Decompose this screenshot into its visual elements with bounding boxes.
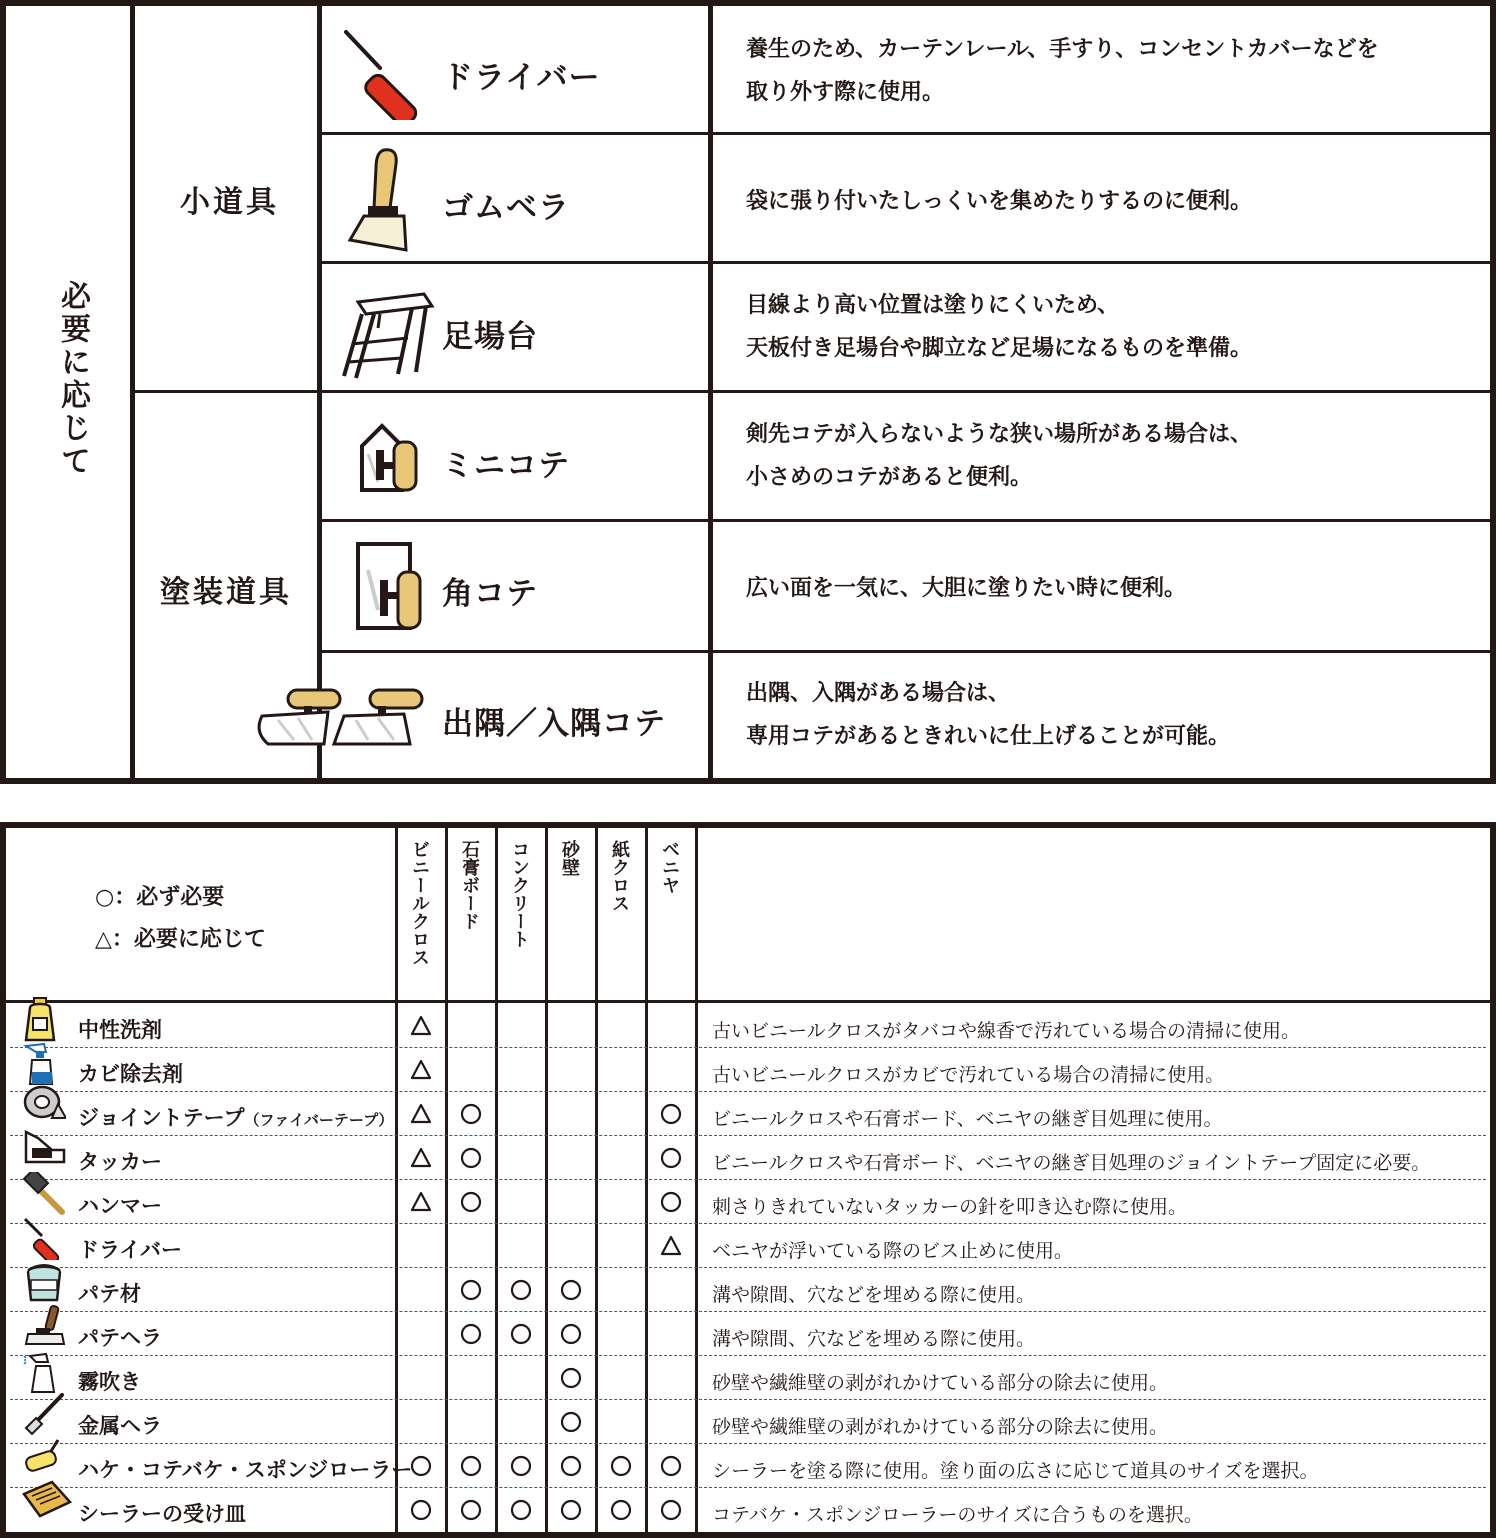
row-desc: シーラーを塗る際に使用。塗り面の広さに応じて道具のサイズを選択。	[712, 1460, 1319, 1482]
row-item-name: ドライバー	[78, 1238, 182, 1262]
row-desc: 砂壁や繊維壁の剥がれかけている部分の除去に使用。	[712, 1372, 1169, 1394]
required-mark	[560, 1455, 582, 1477]
row-item-name: 霧吹き	[78, 1370, 141, 1394]
mist-sprayer-icon	[22, 1348, 66, 1398]
required-mark	[460, 1279, 482, 1301]
table-row	[0, 1048, 1496, 1092]
required-mark	[510, 1455, 532, 1477]
row-item-name: パテ材	[78, 1282, 141, 1306]
tool-name-mini-trowel: ミニコテ	[442, 448, 570, 484]
tool-desc-screwdriver: 養生のため、カーテンレール、手すり、コンセントカバーなどを 取り外す際に使用。	[746, 37, 1379, 105]
required-mark	[460, 1147, 482, 1169]
rubber-spatula-icon	[346, 146, 412, 258]
detergent-bottle-icon	[22, 996, 58, 1046]
hammer-icon	[22, 1172, 66, 1220]
required-mark	[660, 1455, 682, 1477]
required-mark	[460, 1455, 482, 1477]
tool-name-screwdriver: ドライバー	[442, 60, 601, 96]
tool-name-step-stool: 足場台	[442, 319, 538, 355]
optional-mark	[410, 1059, 432, 1081]
mini-trowel-icon	[356, 420, 422, 498]
col-header-vinyl: ビニールクロス	[409, 840, 430, 966]
table-row	[0, 1400, 1496, 1444]
row-desc: 溝や隙間、穴などを埋める際に使用。	[712, 1284, 1036, 1306]
col-header-paper: 紙クロス	[609, 840, 630, 912]
table-row	[0, 1356, 1496, 1400]
required-mark	[510, 1279, 532, 1301]
required-mark	[510, 1499, 532, 1521]
required-mark	[560, 1499, 582, 1521]
row-item-name: ジョイントテープ（ファイバーテープ）	[78, 1106, 394, 1130]
row-item-name: ハンマー	[78, 1194, 162, 1218]
table-row	[0, 1136, 1496, 1180]
required-mark	[610, 1455, 632, 1477]
required-mark	[610, 1499, 632, 1521]
required-mark	[560, 1279, 582, 1301]
group-label-painting-tools: 塗装道具	[160, 575, 292, 610]
table-row	[0, 1444, 1496, 1488]
required-mark	[460, 1103, 482, 1125]
tool-desc-square-trowel: 広い面を一気に、大胆に塗りたい時に便利。	[746, 576, 1187, 601]
square-trowel-icon	[354, 540, 424, 636]
optional-mark	[410, 1103, 432, 1125]
row-desc: ビニールクロスや石膏ボード、ベニヤの継ぎ目処理に使用。	[712, 1108, 1223, 1130]
required-mark	[660, 1499, 682, 1521]
spray-bottle-icon	[22, 1040, 58, 1090]
optional-mark	[660, 1235, 682, 1257]
row-item-name: ハケ・コテバケ・スポンジローラー	[78, 1458, 413, 1482]
row-desc: ベニヤが浮いている際のビス止めに使用。	[712, 1240, 1074, 1262]
col-header-concrete: コンクリート	[509, 840, 530, 948]
row-item-name: パテヘラ	[78, 1326, 162, 1350]
required-mark	[660, 1191, 682, 1213]
tool-desc-rubber-spatula: 袋に張り付いたしっくいを集めたりするのに便利。	[746, 189, 1253, 214]
putty-knife-icon	[22, 1304, 66, 1352]
table-row	[0, 1004, 1496, 1048]
tool-desc-corner-trowel: 出隅、入隅がある場合は、 専用コテがあるときれいに仕上げることが可能。	[746, 681, 1231, 749]
optional-mark	[410, 1191, 432, 1213]
table-row	[0, 1224, 1496, 1268]
corner-trowel-icon	[248, 686, 432, 756]
side-label: 必要に応じて	[55, 280, 90, 478]
putty-bucket-icon	[22, 1260, 66, 1308]
required-mark	[560, 1367, 582, 1389]
required-mark	[410, 1455, 432, 1477]
table-row	[0, 1268, 1496, 1312]
required-mark	[510, 1323, 532, 1345]
row-desc: 砂壁や繊維壁の剥がれかけている部分の除去に使用。	[712, 1416, 1169, 1438]
required-mark	[560, 1323, 582, 1345]
screwdriver-icon	[22, 1216, 66, 1264]
screwdriver-icon	[340, 28, 432, 124]
required-mark	[460, 1499, 482, 1521]
row-item-name: 金属ヘラ	[78, 1414, 162, 1438]
row-item-name: シーラーの受け皿	[78, 1502, 246, 1526]
tool-name-corner-trowel: 出隅／入隅コテ	[442, 706, 666, 742]
legend-circle: ○：必ず必要	[95, 885, 225, 910]
col-header-gypsum: 石膏ボード	[459, 840, 480, 930]
tool-name-square-trowel: 角コテ	[442, 576, 538, 612]
table-row	[0, 1312, 1496, 1356]
optional-mark	[410, 1147, 432, 1169]
tool-desc-mini-trowel: 剣先コテが入らないような狭い場所がある場合は、 小さめのコテがあると便利。	[746, 422, 1253, 490]
roller-brush-icon	[22, 1436, 66, 1480]
row-item-name: カビ除去剤	[78, 1062, 183, 1086]
tape-roll-icon	[22, 1084, 66, 1124]
optional-mark	[410, 1015, 432, 1037]
required-mark	[560, 1411, 582, 1433]
table-row	[0, 1092, 1496, 1136]
row-item-name: 中性洗剤	[78, 1018, 162, 1042]
stapler-icon	[22, 1128, 66, 1168]
required-mark	[410, 1499, 432, 1521]
col-header-sand-wall: 砂壁	[559, 840, 580, 876]
row-desc: 溝や隙間、穴などを埋める際に使用。	[712, 1328, 1036, 1350]
row-desc: コテバケ・スポンジローラーのサイズに合うものを選択。	[712, 1504, 1203, 1526]
table-row	[0, 1180, 1496, 1224]
required-mark	[460, 1323, 482, 1345]
tool-name-rubber-spatula: ゴムベラ	[442, 190, 570, 226]
row-desc: 古いビニールクロスがタバコや線香で汚れている場合の清掃に使用。	[712, 1020, 1301, 1042]
required-mark	[660, 1147, 682, 1169]
legend-triangle: △：必要に応じて	[95, 927, 266, 952]
required-mark	[660, 1103, 682, 1125]
required-mark	[460, 1191, 482, 1213]
tool-desc-step-stool: 目線より高い位置は塗りにくいため、 天板付き足場台や脚立など足場になるものを準備。	[746, 293, 1253, 361]
table-row	[0, 1488, 1496, 1532]
group-label-small-tools: 小道具	[180, 185, 279, 220]
row-item-name: タッカー	[78, 1150, 162, 1174]
row-desc: 刺さりきれていないタッカーの針を叩き込む際に使用。	[712, 1196, 1188, 1218]
metal-scraper-icon	[22, 1392, 66, 1440]
row-desc: 古いビニールクロスがカビで汚れている場合の清掃に使用。	[712, 1064, 1225, 1086]
step-stool-icon	[340, 288, 436, 386]
row-desc: ビニールクロスや石膏ボード、ベニヤの継ぎ目処理のジョイントテープ固定に必要。	[712, 1152, 1431, 1174]
col-header-plywood: ベニヤ	[659, 840, 680, 894]
paint-tray-icon	[22, 1480, 72, 1522]
